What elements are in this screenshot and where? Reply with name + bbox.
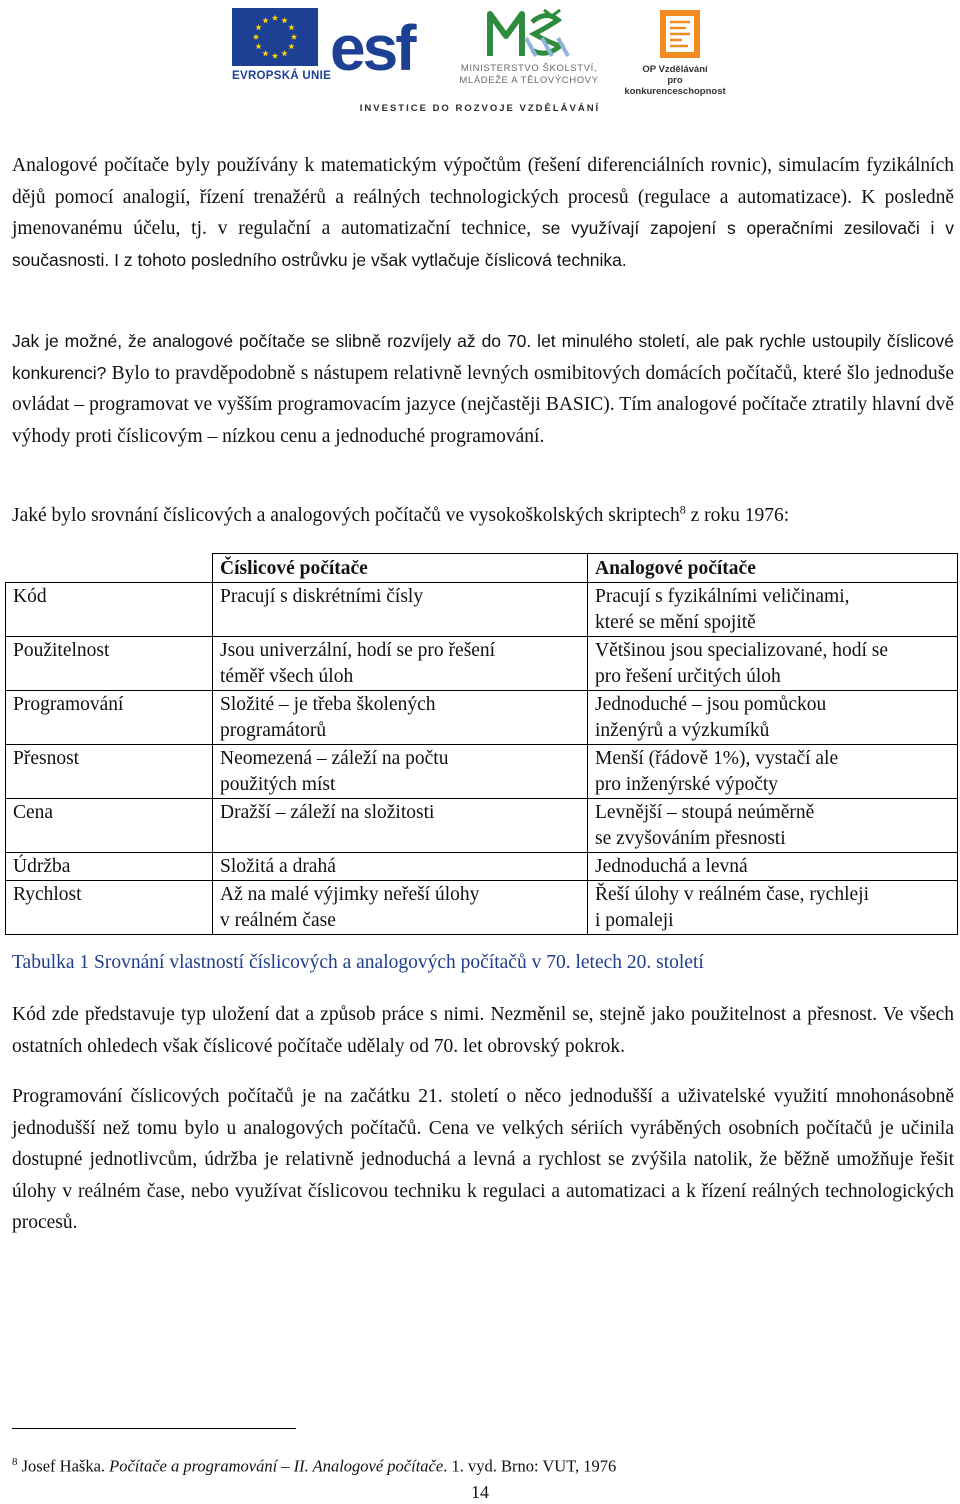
table-cell-digital [213, 583, 588, 637]
page-header [0, 0, 960, 120]
table-cell-digital [213, 691, 588, 745]
table-cell-analog-line: které se mění spojitě [595, 612, 756, 633]
table-cell-digital-line: Až na malé výjimky neřeší úlohy [220, 884, 480, 905]
table-header-row [6, 554, 958, 583]
table-cell-analog [588, 583, 958, 637]
table-cell-digital-line: Neomezená – záleží na počtu [220, 748, 449, 769]
eu-caption: EVROPSKÁ UNIE [232, 70, 332, 82]
paragraph-intro-text: Analogové počítače byly používány k matematickým výpočtům (řešení diferenciálních rovnic), simulacím fyzikálních dějů pomocí analogií, řízení trenažérů a reálných technologických procesů (regulace a automatizace). K posledně jmenovanému účelu, tj. v regulační a automatizační technice, [12, 155, 954, 239]
comparison-table [5, 553, 958, 935]
header-tagline: INVESTICE DO ROZVOJE VZDĚLÁVÁNÍ [359, 103, 601, 114]
table-cell-analog [588, 691, 958, 745]
eu-logo [232, 8, 332, 86]
paragraph-intro [12, 150, 954, 276]
table-cell-analog [588, 799, 958, 853]
table-cell-digital [213, 799, 588, 853]
table-row [6, 881, 958, 935]
table-cell-digital [213, 853, 588, 881]
table-row-label: Přesnost [6, 745, 213, 799]
footnote-number: 8 [12, 1456, 18, 1468]
table-header-digital: Číslicové počítače [213, 554, 588, 583]
table-cell-analog-line: Jednoduchá a levná [595, 856, 748, 877]
table-cell-analog-line: Řeší úlohy v reálném čase, rychleji [595, 884, 869, 905]
table-cell-analog-line: i pomaleji [595, 910, 674, 931]
eu-flag-icon [232, 8, 318, 66]
op-vk-logo [620, 8, 730, 97]
msmt-logo [444, 8, 614, 90]
table-cell-digital-line: programátorů [220, 720, 327, 741]
table-cell-analog [588, 745, 958, 799]
table-header-empty [6, 554, 213, 583]
table-cell-digital-line: Dražší – záleží na složitosti [220, 802, 435, 823]
paragraph-table-intro [12, 500, 954, 532]
table-cell-digital-line: Jsou univerzální, hodí se pro řešení [220, 640, 496, 661]
paragraph-question [12, 326, 954, 452]
table-cell-analog-line: Menší (řádově 1%), vystačí ale [595, 748, 839, 769]
table-cell-digital-line: Složitá a drahá [220, 856, 336, 877]
table-row [6, 853, 958, 881]
table-caption: Tabulka 1 Srovnání vlastností číslicových a analogových počítačů v 70. letech 20. století [12, 952, 704, 973]
table-cell-digital-line: téměř všech úloh [220, 666, 354, 687]
esf-wordmark: esf [330, 12, 414, 84]
paragraph-summary: Kód zde představuje typ uložení dat a způsob práce s nimi. Nezměnil se, stejně jako použitelnost a přesnost. Ve všech ostatních ohledech však číslicové počítače udělaly od 70. let obrovský pokrok. [12, 1004, 954, 1057]
table-cell-digital-line: Pracují s diskrétními čísly [220, 586, 424, 607]
footnote-divider [12, 1428, 296, 1429]
table-cell-analog [588, 853, 958, 881]
table-row [6, 745, 958, 799]
table-header-analog: Analogové počítače [588, 554, 958, 583]
table-row [6, 637, 958, 691]
table-row-label: Rychlost [6, 881, 213, 935]
msmt-caption-line2: MLÁDEŽE A TĚLOVÝCHOVY [459, 75, 599, 86]
footnote [12, 1456, 616, 1477]
table-cell-analog-line: Levnější – stoupá neúměrně [595, 802, 815, 823]
table-cell-analog [588, 637, 958, 691]
page-number: 14 [471, 1482, 489, 1502]
paragraph-programming: Programování číslicových počítačů je na začátku 21. století o něco jednodušší a uživatelské využití mnohonásobně jednodušší než tomu bylo u analogových počítačů. Cena ve velkých sériích vyráběných osobních počítačů je učinila dostupné jednotlivcům, údržba je relativně jednoduchá a levná a rychlost se zvýšila natolik, že běžně umožňuje řešit úlohy v reálném čase, nebo využívat číslicovou techniku k regulaci a automatizaci a k řízení reálných technologických procesů. [12, 1086, 954, 1233]
table-row [6, 799, 958, 853]
table-cell-digital-line: použitých míst [220, 774, 336, 795]
footnote-reference[interactable]: 8 [679, 502, 686, 517]
paragraph-intro-sans-text: se využívají zapojení s operačními zesilovači i v současnosti. I z tohoto posledního ostrůvku je však vytlačuje číslicová technika. [12, 218, 954, 270]
footnote-author: Josef Haška. [17, 1456, 110, 1476]
table-cell-analog [588, 881, 958, 935]
op-vk-caption [620, 64, 730, 97]
table-cell-analog-line: pro inženýrské výpočty [595, 774, 779, 795]
table-cell-analog-line: se zvyšováním přesnosti [595, 828, 786, 849]
table-cell-analog-line: inženýrů a výzkumíků [595, 720, 770, 741]
table-row [6, 583, 958, 637]
paragraph-table-intro-text: Jaké bylo srovnání číslicových a analogových počítačů ve vysokoškolských skriptech [12, 505, 680, 526]
table-row-label: Kód [6, 583, 213, 637]
op-caption-line1: OP Vzdělávání [642, 64, 708, 75]
table-cell-digital [213, 637, 588, 691]
table-row [6, 691, 958, 745]
table-cell-analog-line: Většinou jsou specializované, hodí se [595, 640, 888, 661]
table-cell-digital-line: Složité – je třeba školených [220, 694, 436, 715]
msmt-logo-icon [486, 8, 572, 60]
msmt-caption [444, 63, 614, 87]
msmt-caption-line1: MINISTERSTVO ŠKOLSTVÍ, [460, 63, 598, 74]
table-row-label: Použitelnost [6, 637, 213, 691]
table-row-label: Programování [6, 691, 213, 745]
table-cell-analog-line: pro řešení určitých úloh [595, 666, 781, 687]
table-cell-digital-line: v reálném čase [220, 910, 336, 931]
paragraph-question-sans-text: Jak je možné, že analogové počítače se slibně rozvíjely až do 70. let minulého století, ale pak rychle ustoupily číslicové konkurenci? [12, 331, 954, 383]
table-row-label: Cena [6, 799, 213, 853]
table-cell-analog-line: Pracují s fyzikálními veličinami, [595, 586, 850, 607]
footnote-title: Počítače a programování – II. Analogové počítače [109, 1456, 444, 1476]
esf-logo [328, 8, 438, 86]
footnote-publication: . 1. vyd. Brno: VUT, 1976 [443, 1456, 617, 1476]
table-cell-digital [213, 881, 588, 935]
op-caption-line2: pro konkurenceschopnost [624, 75, 726, 97]
table-cell-digital [213, 745, 588, 799]
paragraph-table-intro-end: z roku 1976: [685, 505, 790, 526]
table-row-label: Údržba [6, 853, 213, 881]
table-cell-analog-line: Jednoduché – jsou pomůckou [595, 694, 827, 715]
paragraph-question-text: Bylo to pravděpodobně s nástupem relativně levných osmibitových domácích počítačů, které šlo jednoduše ovládat – programovat ve vyšším programovacím jazyce (nejčastěji BASIC). Tím analogové počítače ztratily hlavní dvě výhody proti číslicovým – nízkou cenu a jednoduché programování. [12, 362, 955, 447]
op-vk-logo-icon [658, 8, 702, 60]
